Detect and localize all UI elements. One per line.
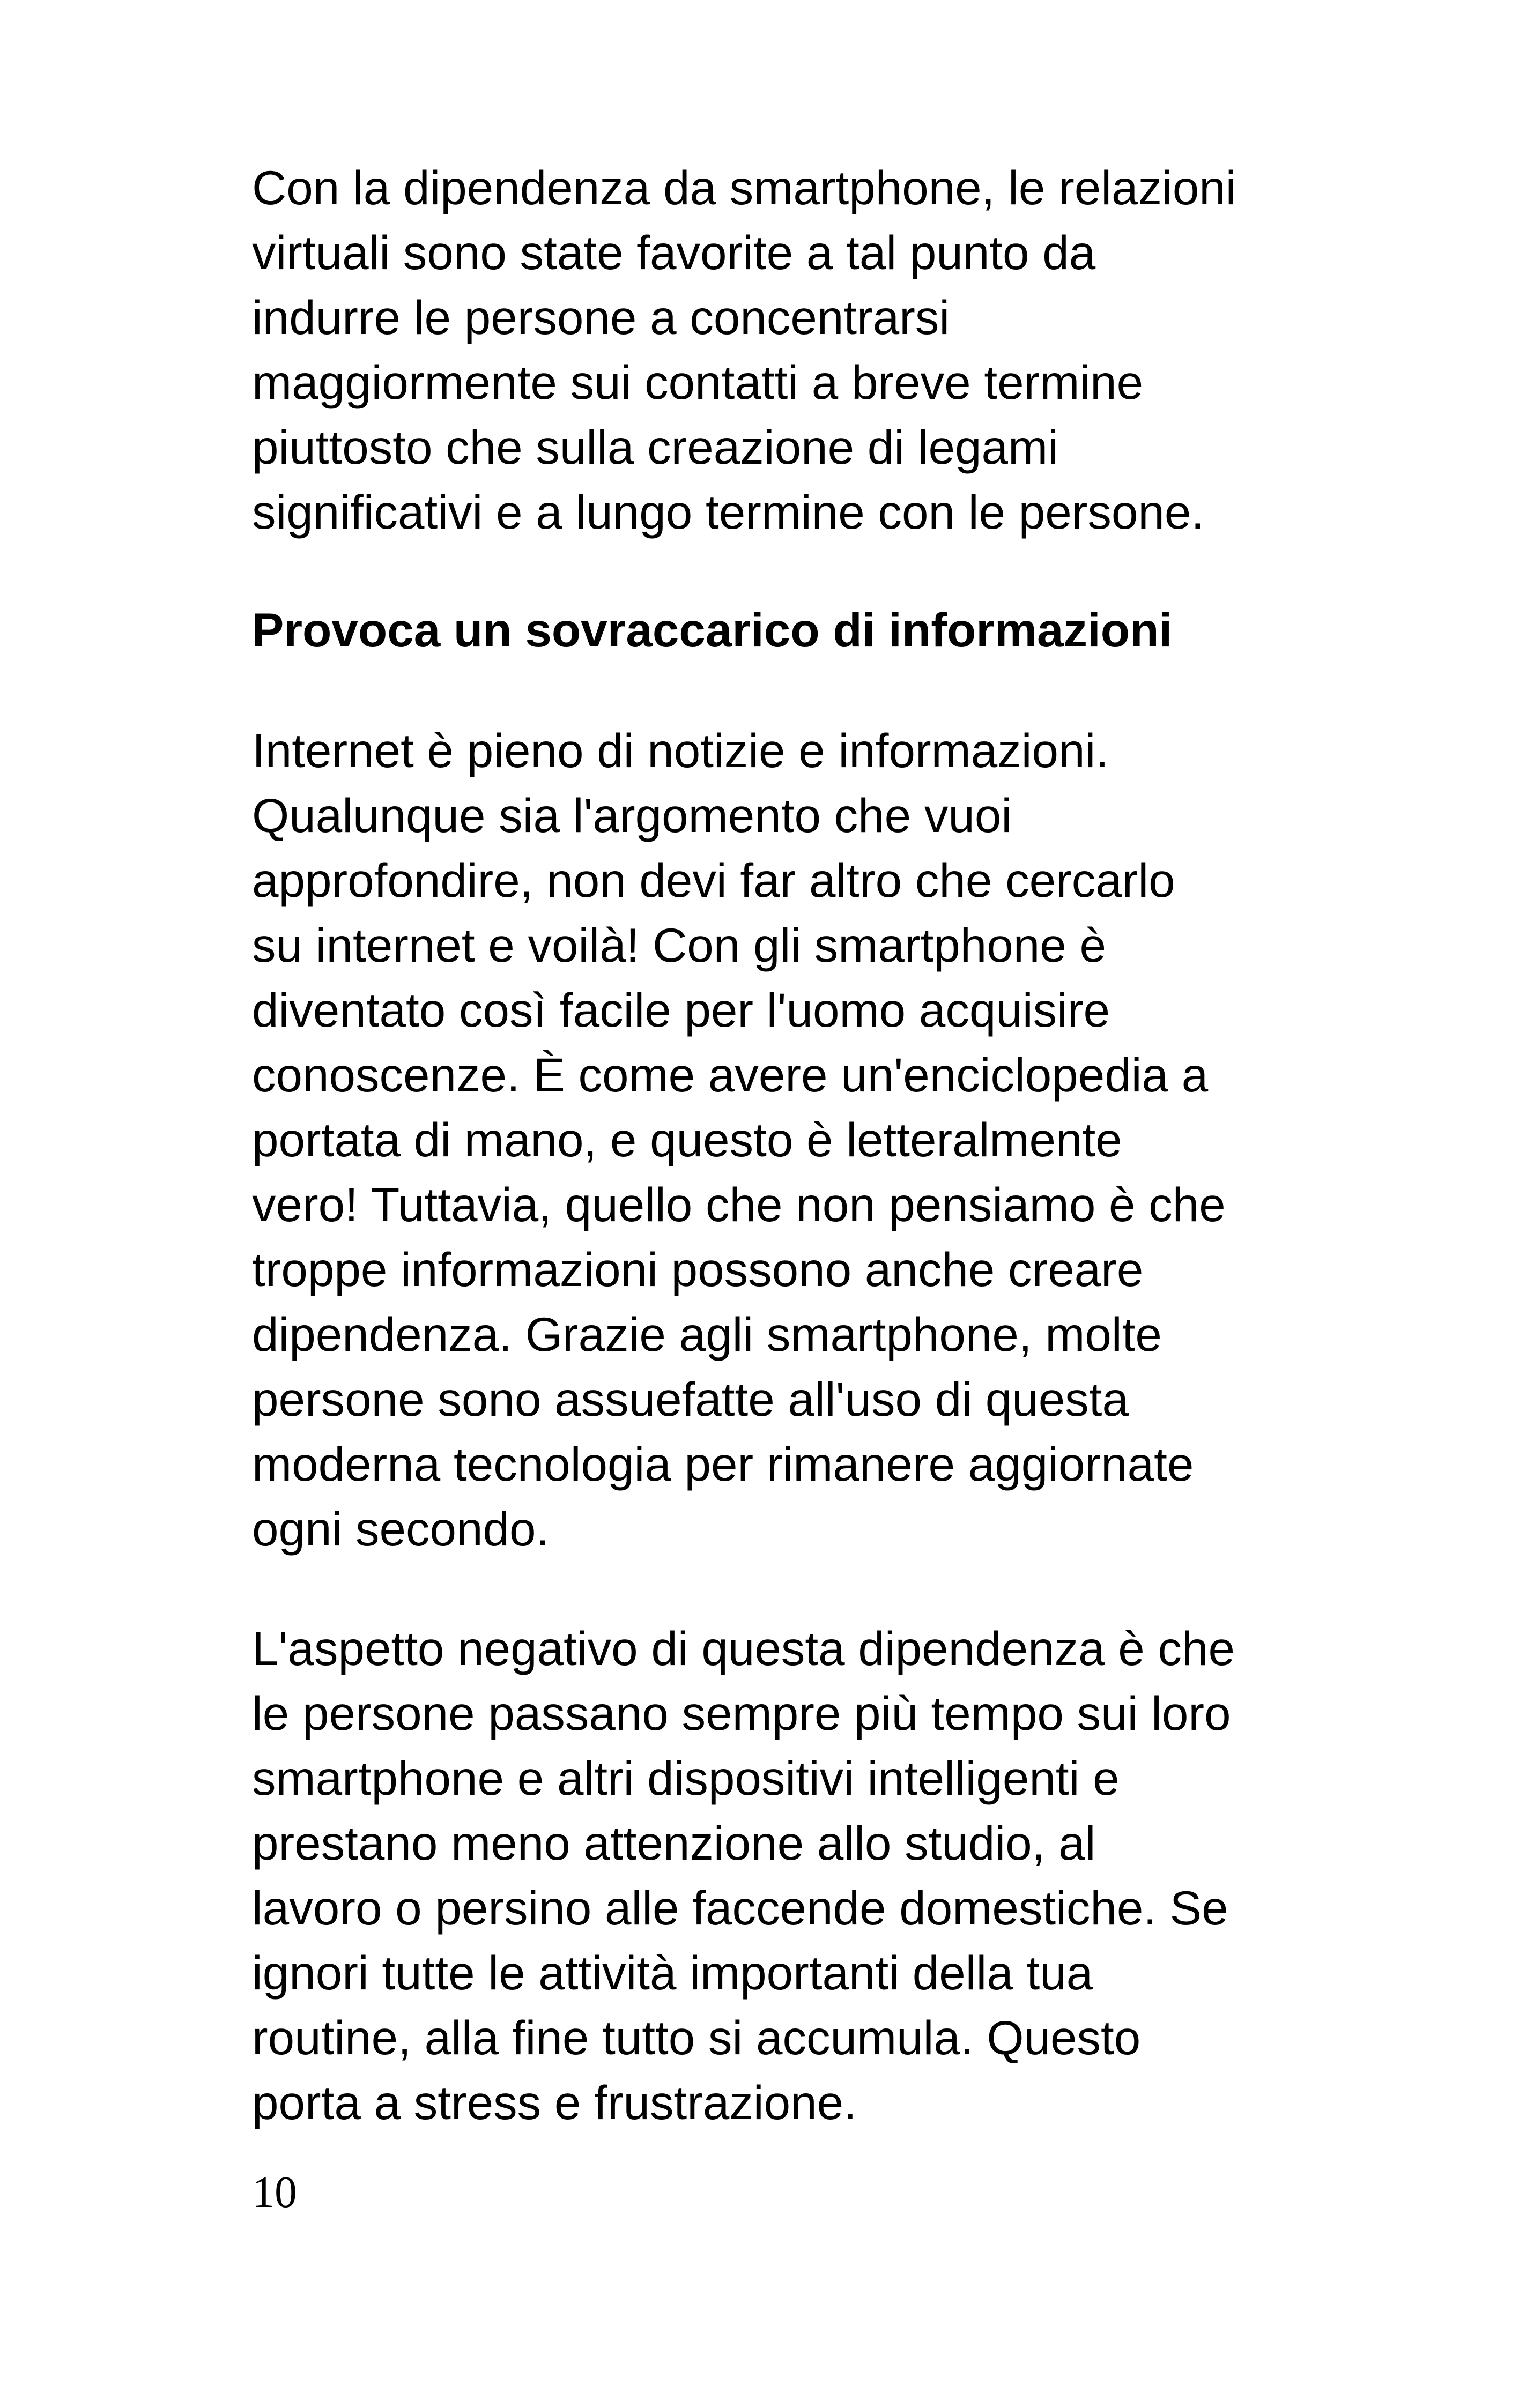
text-line: maggiormente sui contatti a breve termine [252, 355, 1144, 409]
paragraph-relazioni-virtuali [252, 155, 1236, 545]
text-line: persone sono assuefatte all'uso di questa [252, 1372, 1129, 1426]
text-line: ignori tutte le attività importanti della tua [252, 1946, 1093, 2000]
paragraph-informazioni [252, 718, 1226, 1562]
text-line: significativi e a lungo termine con le persone. [252, 485, 1205, 539]
text-line: portata di mano, e questo è letteralmente [252, 1113, 1122, 1166]
paragraph-aspetto-negativo [252, 1616, 1235, 2135]
text-line: vero! Tuttavia, quello che non pensiamo è che [252, 1178, 1226, 1231]
text-line: lavoro o persino alle faccende domestiche. Se [252, 1881, 1228, 1935]
text-line: moderna tecnologia per rimanere aggiornate [252, 1437, 1194, 1491]
text-line: prestano meno attenzione allo studio, al [252, 1816, 1096, 1870]
text-line: Internet è pieno di notizie e informazioni. [252, 724, 1109, 777]
text-line: L'aspetto negativo di questa dipendenza è che [252, 1622, 1235, 1675]
text-line: Con la dipendenza da smartphone, le relazioni [252, 161, 1236, 214]
section-heading: Provoca un sovraccarico di informazioni [252, 603, 1173, 657]
text-line: conoscenze. È come avere un'enciclopedia a [252, 1048, 1209, 1102]
text-line: piuttosto che sulla creazione di legami [252, 420, 1058, 474]
text-line: ogni secondo. [252, 1502, 550, 1556]
text-line: troppe informazioni possono anche creare [252, 1243, 1144, 1296]
text-line: smartphone e altri dispositivi intelligenti e [252, 1751, 1120, 1805]
text-line: virtuali sono state favorite a tal punto da [252, 226, 1096, 279]
text-line: su internet e voilà! Con gli smartphone è [252, 918, 1107, 972]
text-line: porta a stress e frustrazione. [252, 2076, 857, 2129]
text-line: le persone passano sempre più tempo sui loro [252, 1686, 1231, 1740]
text-line: routine, alla fine tutto si accumula. Questo [252, 2011, 1141, 2064]
text-line: dipendenza. Grazie agli smartphone, molte [252, 1307, 1162, 1361]
text-line: diventato così facile per l'uomo acquisire [252, 983, 1110, 1037]
page-number: 10 [252, 2167, 297, 2217]
text-line: Qualunque sia l'argomento che vuoi [252, 789, 1012, 842]
text-line: indurre le persone a concentrarsi [252, 291, 950, 344]
text-line: approfondire, non devi far altro che cercarlo [252, 853, 1175, 907]
